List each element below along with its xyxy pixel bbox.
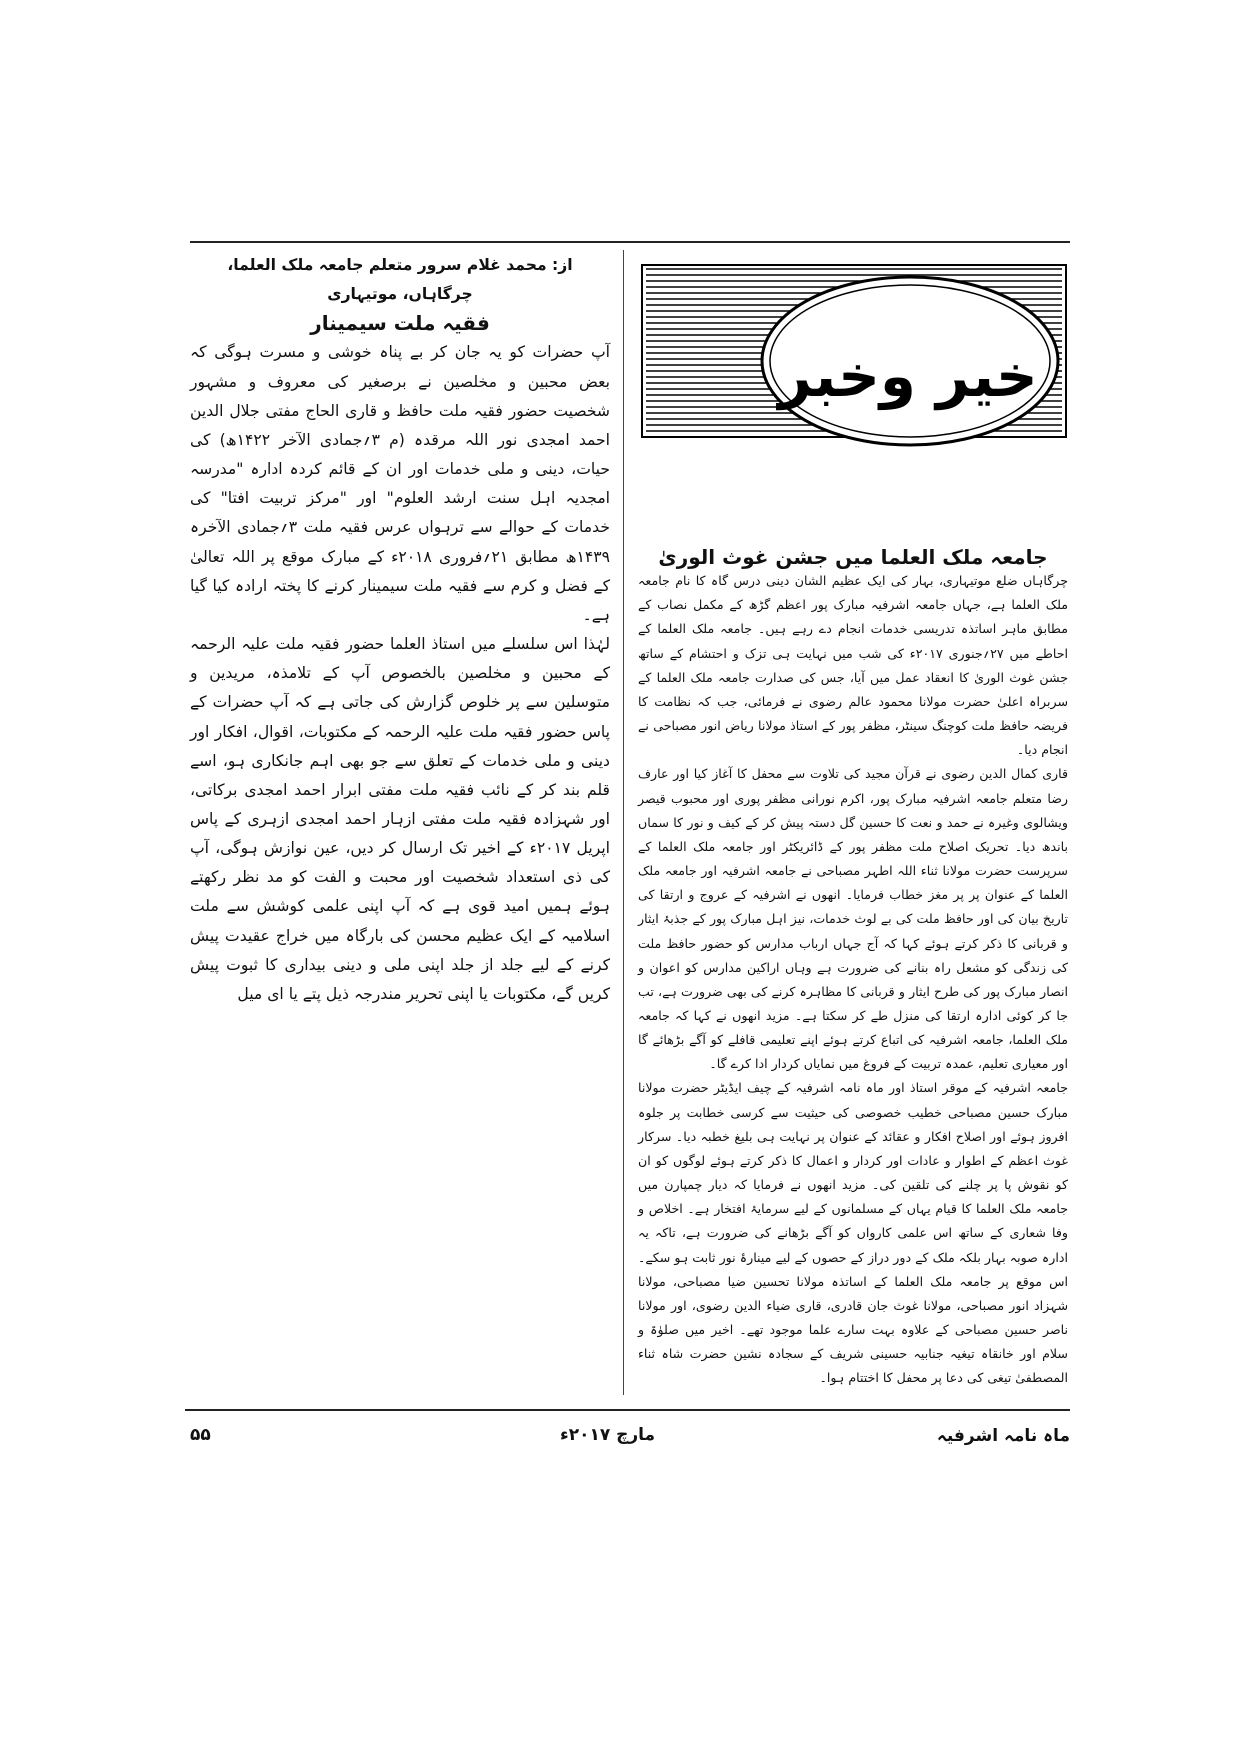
footer-magazine-name: ماہ نامہ اشرفیہ (936, 1426, 1070, 1446)
column-divider (623, 250, 624, 1395)
article-paragraph: جامعہ اشرفیہ کے موقر استاذ اور ماہ نامہ اشرفیہ کے چیف ایڈیٹر حضرت مولانا مبارک حسین مصباحی خطیب خصوصی کی حیثیت سے کرسی خطابت پر جلوہ افروز ہوئے اور اصلاح افکار و عقائد کے عنوان پر نہایت ہی بلیغ خطبہ دیا۔ سرکار غوث اعظم کے اطوار و عادات اور کردار و اعمال کا ذکر کرتے ہوئے لوگوں کو ان کو نقوش پا پر چلنے کی تلقین کی۔ مزید انھوں نے فرمایا کہ دیار چمپارن میں جامعہ ملک العلما کا قیام یہاں کے مسلمانوں کے لیے سرمایۂ افتخار ہے۔ اخلاص و وفا شعاری کے ساتھ اس علمی کارواں کو آگے بڑھانے کی ضرورت ہے، تاکہ یہ ادارہ صوبہ بہار بلکہ ملک کے دور دراز کے حصوں کے لیے مینارۂ نور ثابت ہو سکے۔ اس موقع پر جامعہ ملک العلما کے اساتذہ مولانا تحسین ضیا مصباحی، مولانا شہزاد انور مصباحی، مولانا غوث جان قادری، قاری ضیاء الدین رضوی، اور مولانا ناصر حسین مصباحی کے علاوہ بہت سارے علما موجود تھے۔ اخیر میں صلوٰۃ و سلام اور خانقاہ تیغیہ جنابیہ حسینی شریف کے سجادہ نشین حضرت شاہ ثناء المصطفیٰ تیغی کی دعا پر محفل کا اختتام ہوا۔ (638, 1080, 1068, 1386)
footer-issue-date: مارچ ۲۰۱۷ء (560, 1425, 656, 1445)
top-rule (190, 241, 1070, 243)
bottom-rule (185, 1409, 1070, 1411)
right-column (638, 545, 1068, 1390)
section-banner (638, 251, 1070, 509)
article-heading-jashn: جامعہ ملک العلما میں جشن غوث الوریٰ (658, 545, 1048, 569)
article-paragraph: لہٰذا اس سلسلے میں استاذ العلما حضور فقیہ ملت علیہ الرحمہ کے محبین و مخلصین بالخصوص آپ کے تلامذہ، مریدین و متوسلین سے پر خلوص گزارش کی جاتی ہے کہ آپ حضرات کے پاس حضور فقیہ ملت علیہ الرحمہ کے مکتوبات، اقوال، افکار اور دینی و ملی خدمات کے تعلق سے جو بھی اہم جانکاری ہو، اسے قلم بند کر کے نائب فقیہ ملت مفتی ابرار احمد امجدی برکاتی، اور شہزادہ فقیہ ملت مفتی ازہار احمد امجدی ازہری کے پاس اپریل ۲۰۱۷ء کے اخیر تک ارسال کر دیں، عین نوازش ہوگی، آپ کی ذی استعداد شخصیت اور محبت و الفت کو مد نظر رکھتے ہوئے ہمیں امید قوی ہے کہ آپ اپنی علمی کوشش سے ملت اسلامیہ کے ایک عظیم محسن کی بارگاہ میں خراج عقیدت پیش کرنے کے لیے جلد از جلد اپنی ملی و دینی بیداری کا ثبوت پیش کریں گے، مکتوبات یا اپنی تحریر مندرجہ ذیل پتے یا ای میل (190, 635, 610, 1003)
article-byline: از: محمد غلام سرور متعلم جامعہ ملک العلما، چرگاہاں، موتیہاری (227, 256, 573, 304)
left-column (190, 251, 610, 1009)
article-heading-seminar: فقیہ ملت سیمینار (310, 311, 490, 336)
article-paragraph: آپ حضرات کو یہ جان کر بے پناہ خوشی و مسرت ہوگی کہ بعض محبین و مخلصین نے برصغیر کی معروف و مشہور شخصیت حضور فقیہ ملت حافظ و قاری الحاج مفتی جلال الدین احمد امجدی نور اللہ مرقدہ (م ۳؍جمادی الآخر ۱۴۲۲ھ) کی حیات، دینی و ملی خدمات اور ان کے قائم کردہ ادارہ "مدرسہ امجدیہ اہل سنت ارشد العلوم" اور "مرکز تربیت افتا" کی خدمات کے حوالے سے ترہواں عرس فقیہ ملت ۳؍جمادی الآخرہ ۱۴۳۹ھ مطابق ۲۱؍فروری ۲۰۱۸ء کے مبارک موقع پر اللہ تعالیٰ کے فضل و کرم سے فقیہ ملت سیمینار کرنے کا پختہ ارادہ کیا گیا ہے۔ (190, 343, 611, 624)
article-paragraph: چرگاہاں ضلع موتیہاری، بہار کی ایک عظیم الشان دینی درس گاہ کا نام جامعہ ملک العلما ہے، جہاں جامعہ اشرفیہ مبارک پور اعظم گڑھ کے مکمل نصاب کے مطابق ماہر اساتذہ تدریسی خدمات انجام دے رہے ہیں۔ جامعہ ملک العلما کے احاطے میں ۲۷؍جنوری ۲۰۱۷ء کی شب میں نہایت ہی تزک و احتشام کے ساتھ جشن غوث الوریٰ کا انعقاد عمل میں آیا، جس کی صدارت جامعہ ملک العلما کے سربراہ اعلیٰ حضرت مولانا محمود عالم رضوی نے فرمائی، جب کہ نظامت کا فریضہ حافظ ملت کوچنگ سینٹر، مظفر پور کے استاذ مولانا ریاض انور مصباحی نے انجام دیا۔ (638, 573, 1069, 758)
banner-title: خیر وخبر (778, 342, 1038, 410)
footer-page-number: ۵۵ (190, 1425, 211, 1445)
article-paragraph: قاری کمال الدین رضوی نے قرآن مجید کی تلاوت سے محفل کا آغاز کیا اور عارف رضا متعلم جامعہ اشرفیہ مبارک پور، اکرم نورانی مظفر پوری اور محبوب قیصر ویشالوی وغیرہ نے حمد و نعت کا حسین گل دستہ پیش کر کے کیف و نور کا سماں باندھ دیا۔ تحریک اصلاح ملت مظفر پور کے ڈائریکٹر اور جامعہ ملک العلما کے سرپرست حضرت مولانا ثناء اللہ اطہر مصباحی نے جامعہ اشرفیہ اور جامعہ ملک العلما کے عنوان پر پر مغز خطاب فرمایا۔ انھوں نے اشرفیہ کے عروج و ارتقا کی تاریخ بیان کی اور حافظ ملت کی بے لوث خدمات، نیز اہل مبارک پور کے جذبۂ ایثار و قربانی کا ذکر کرتے ہوئے کہا کہ آج جہاں ارباب مدارس کو حضور حافظ ملت کی زندگی کو مشعل راہ بنانے کی ضرورت ہے وہاں اراکین مدارس کو اعوان و انصار مبارک پور کی طرح ایثار و قربانی کا مظاہرہ کرنے کی بھی ضرورت ہے، تب جا کر کوئی ادارہ ارتقا کی منزل طے کر سکتا ہے۔ مزید انھوں نے کہا کہ جامعہ ملک العلما، جامعہ اشرفیہ کی اتباع کرتے ہوئے اپنے تعلیمی قافلے کو آگے بڑھائے گا اور معیاری تعلیم، عمدہ تربیت کے فروغ میں نمایاں کردار ادا کرے گا۔ (638, 766, 1068, 1072)
